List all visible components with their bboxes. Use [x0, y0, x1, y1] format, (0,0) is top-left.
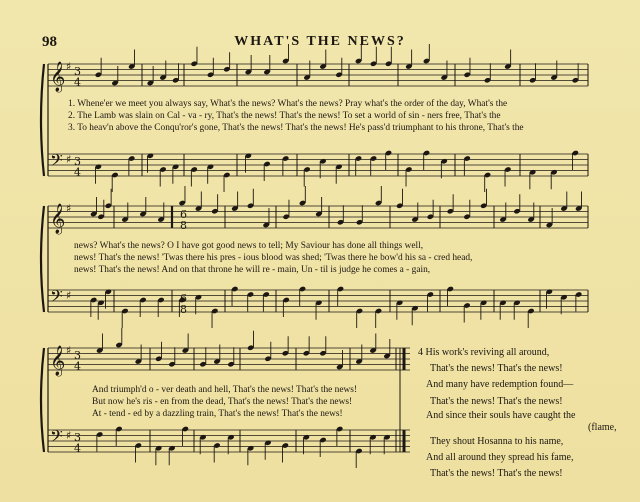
time-signature: 4 [74, 360, 81, 373]
brace [41, 206, 44, 312]
hymn-title: WHAT'S THE NEWS? [234, 34, 406, 49]
verse-line: And since their souls have caught the [426, 409, 576, 421]
lyric-line: news? What's the news? O I have got good news to tell; My Saviour has done all things well, [74, 241, 424, 251]
lyric-line: 1. Whene'er we meet you always say, What's the news? What's the news? Pray what's the order of the day, What's the [68, 99, 508, 109]
verse-line: (flame, [588, 421, 617, 433]
verse-line: That's the news! That's the news! [430, 363, 563, 375]
verse-line: That's the news! That's the news! [430, 395, 563, 407]
verse-line: They shout Hosanna to his name, [430, 435, 564, 447]
lyric-line: news! That's the news! 'Twas there his pres - ious blood was shed; 'Twas there he bow'd his sa - cred head, [74, 253, 473, 263]
brace [41, 348, 44, 452]
time-signature: 8 [180, 303, 187, 316]
time-signature: 3 [74, 349, 81, 362]
verse-line: And many have redemption found— [426, 379, 574, 391]
lyric-line: And triumph'd o - ver death and hell, That's the news! That's the news! [92, 385, 358, 395]
lyric-line: At - tend - ed by a dazzling train, That's the news! That's the news! [92, 409, 343, 419]
verse-line: 4 His work's reviving all around, [418, 347, 550, 358]
bass-clef-icon: 𝄢 [50, 426, 63, 450]
key-signature-icon: ♯ [66, 202, 72, 215]
key-signature-icon: ♯ [66, 60, 72, 73]
bass-clef-icon: 𝄢 [50, 150, 63, 174]
bass-clef-icon: 𝄢 [50, 286, 63, 310]
lyric-line: But now he's ris - en from the dead, That's the news! That's the news! [92, 397, 353, 407]
time-signature: 8 [180, 219, 187, 232]
brace [41, 64, 44, 176]
key-signature-icon: ♯ [66, 429, 72, 442]
verse-four [418, 345, 617, 482]
treble-clef-icon: 𝄞 [50, 62, 66, 92]
time-signature: 4 [74, 166, 81, 179]
key-signature-icon: ♯ [66, 153, 72, 166]
lyric-line: 2. The Lamb was slain on Cal - va - ry, That's the news! That's the news! To set a world of sin - ners free, That's the [68, 111, 501, 121]
time-signature: 6 [180, 292, 187, 305]
treble-clef-icon: 𝄞 [50, 204, 66, 234]
treble-clef-icon: 𝄞 [50, 346, 66, 376]
lyric-line: news! That's the news! And on that throne he will re - main, Un - til is judge he comes a - gain, [74, 265, 431, 275]
verse-line: That's the news! That's the news! [430, 468, 563, 480]
lyric-line: 3. To heav'n above the Conqu'ror's gone, That's the news! That's the news! He's pass'd triumphant to his throne, That's the [68, 123, 524, 133]
key-signature-icon: ♯ [66, 289, 72, 302]
key-signature-icon: ♯ [66, 344, 72, 357]
page-number: 98 [42, 34, 57, 50]
verse-line: And all around they spread his fame, [426, 452, 574, 464]
time-signature: 3 [74, 431, 81, 444]
time-signature: 4 [74, 76, 81, 89]
time-signature: 3 [74, 65, 81, 78]
time-signature: 4 [74, 442, 81, 455]
time-signature: 6 [180, 208, 187, 221]
time-signature: 3 [74, 155, 81, 168]
